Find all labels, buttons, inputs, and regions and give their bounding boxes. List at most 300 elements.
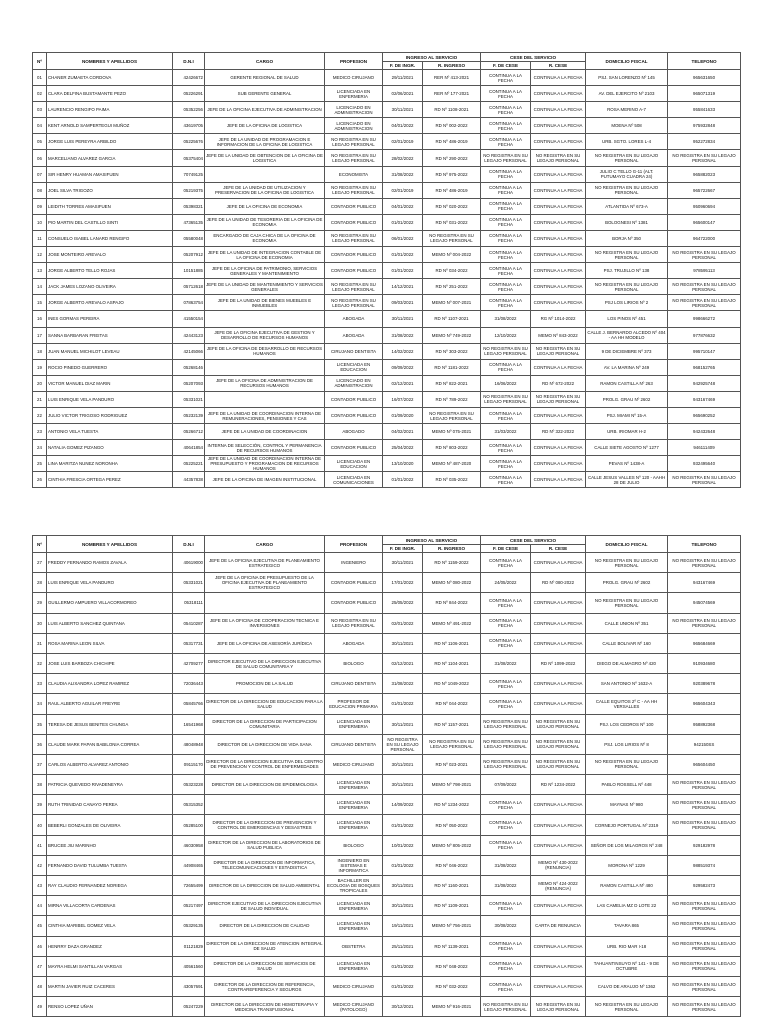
position-title: JEFE DE LA OFICINA DE ECONOMIA bbox=[205, 198, 325, 214]
start-resolution: RD Nº 1107-2021 bbox=[423, 311, 481, 327]
end-date: CONTINUA A LA FECHA bbox=[481, 440, 531, 456]
start-date: 30/11/2021 bbox=[383, 876, 423, 896]
employee-name: MARCELIANO ALVAREZ GARCIA bbox=[47, 150, 173, 166]
end-date: 31/08/2022 bbox=[481, 311, 531, 327]
table-row bbox=[33, 263, 741, 279]
row-number: 08 bbox=[33, 182, 47, 198]
end-date: 16/06/2022 bbox=[481, 375, 531, 391]
employee-name: CONSUELO ISABEL LANARD RENGIFO bbox=[47, 230, 173, 246]
dni-value: 05268146 bbox=[173, 359, 205, 375]
start-resolution: RD Nº 048-2022 bbox=[423, 956, 481, 976]
position-title: JEFE DE LA UNIDAD DE UTILIZACION Y PRESERVACION DE LA OFICINA DE LOGISTICA bbox=[205, 182, 325, 198]
col-dni: D.N.I bbox=[173, 53, 205, 70]
dni-value: 05712618 bbox=[173, 279, 205, 295]
end-resolution: RD Nº 672-2022 bbox=[531, 375, 586, 391]
position-title: DIRECTOR DE LA DIRECCION DE SERVICIOS DE SALUD bbox=[205, 956, 325, 976]
end-resolution: RD Nº 1234-2022 bbox=[531, 775, 586, 795]
phone: NO REGISTRA EN SU LEGAJO PERSONAL bbox=[668, 613, 741, 633]
start-resolution: MEMO Nº 004-2022 bbox=[423, 247, 481, 263]
start-resolution: MEMO Nº 805-2022 bbox=[423, 835, 481, 855]
personnel-table-2 bbox=[32, 535, 741, 1017]
dni-value: 72036443 bbox=[173, 674, 205, 694]
profession: LICENCIADA EN ENFERMERIA bbox=[325, 916, 383, 936]
profession: NO REGISTRA EN SU LEGAJO PERSONAL bbox=[325, 279, 383, 295]
profession: ABOGADA bbox=[325, 327, 383, 343]
employee-name: ANTONIO VELA TUESTA bbox=[47, 424, 173, 440]
row-number: 33 bbox=[33, 674, 47, 694]
position-title: DIRECTOR DE LA DIRECCION DE PARTICIPACION COMUNITARIA bbox=[205, 714, 325, 734]
page-2 bbox=[0, 535, 768, 1024]
employee-name: VICTOR MANUEL DIAZ MARIN bbox=[47, 375, 173, 391]
profession: ECONOMISTA bbox=[325, 166, 383, 182]
profession: MEDICO CIRUJANO bbox=[325, 754, 383, 774]
dni-value: 40641854 bbox=[173, 440, 205, 456]
employee-name: GUILLERMO AMPUERO VILLACORMOREO bbox=[47, 593, 173, 613]
profession: BACHILLER EN ECOLOGIA DE BOSQUES TROPICALES bbox=[325, 876, 383, 896]
profession: INGENIERO bbox=[325, 553, 383, 573]
col-n: Nº bbox=[33, 53, 47, 70]
end-resolution: CONTINUA A LA FECHA bbox=[531, 102, 586, 118]
fiscal-address: CORNEJO PORTUGAL Nº 2319 bbox=[586, 815, 668, 835]
end-resolution: CONTINUA A LA FECHA bbox=[531, 70, 586, 86]
fiscal-address: RAMON CASTILLA Nº 480 bbox=[586, 876, 668, 896]
profession: LICENCIADA EN ENFERMERIA bbox=[325, 714, 383, 734]
start-resolution: RD Nº 290-2022 bbox=[423, 150, 481, 166]
fiscal-address: CALLE J. BERNARDO ALCEDO Nº 404 - AA HH MODELO bbox=[586, 327, 668, 343]
employee-name: RENSO LOPEZ UÑAN bbox=[47, 997, 173, 1017]
end-resolution: CONTINUA A LA FECHA bbox=[531, 166, 586, 182]
end-date: 12/10/2022 bbox=[481, 327, 531, 343]
employee-name: LUIS ALBERTO SANCHEZ QUINTANA bbox=[47, 613, 173, 633]
profession: NO REGISTRA EN SU LEGAJO PERSONAL bbox=[325, 150, 383, 166]
fiscal-address: PEVAS Nº 1438-A bbox=[586, 456, 668, 472]
table-row bbox=[33, 327, 741, 343]
start-resolution: RD Nº 1104-2021 bbox=[423, 653, 481, 673]
end-date: NO REGISTRA EN SU LEGAJO PERSONAL bbox=[481, 754, 531, 774]
phone: 978595113 bbox=[668, 263, 741, 279]
phone: NO REGISTRA EN SU LEGAJO PERSONAL bbox=[668, 472, 741, 488]
phone: 998666272 bbox=[668, 311, 741, 327]
position-title: ENCARGADO DE CAJA CHICA DE LA OFICINA DE ECONOMIA bbox=[205, 230, 325, 246]
profession: LICENCIADA EN ENFERMERIA bbox=[325, 956, 383, 976]
end-resolution: CONTINUA A LA FECHA bbox=[531, 472, 586, 488]
profession: INGENIERO EN SISTEMAS E INFORMATICA bbox=[325, 855, 383, 875]
employee-name: ROCIO PINEDO GUERRERO bbox=[47, 359, 173, 375]
phone: 975932848 bbox=[668, 118, 741, 134]
profession: CIRUJANO DENTISTA bbox=[325, 734, 383, 754]
position-title: DIRECTOR DE LA DIRECCION DE EPIDEMIOLOGIA bbox=[205, 775, 325, 795]
end-date: CONTINUA A LA FECHA bbox=[481, 279, 531, 295]
position-title: SUB GERENTE GENERAL bbox=[205, 86, 325, 102]
dni-value: 05247229 bbox=[173, 997, 205, 1017]
fiscal-address: PSJ. TRUJILLO Nº 138 bbox=[586, 263, 668, 279]
profession: LICENCIADA EN ENFERMERIA bbox=[325, 775, 383, 795]
start-resolution: RD Nº 789-2022 bbox=[423, 391, 481, 407]
profession: CIRUJANO DENTISTA bbox=[325, 343, 383, 359]
row-number: 43 bbox=[33, 876, 47, 896]
row-number: 13 bbox=[33, 263, 47, 279]
row-number: 34 bbox=[33, 694, 47, 714]
end-resolution: MEMO Nº 424-2022 (RENUNCIA) bbox=[531, 876, 586, 896]
col-telefono: TELEFONO bbox=[668, 536, 741, 553]
employee-name: FERNANDO DAVID TULUMBA TUESTA bbox=[47, 855, 173, 875]
table-row bbox=[33, 86, 741, 102]
end-date: CONTINUA A LA FECHA bbox=[481, 407, 531, 423]
position-title: DIRECTOR DE LA DIRECCION EJECUTIVA DEL CENTRO DE PREVENCION Y CONTROL DE ENFERMEDADES bbox=[205, 754, 325, 774]
phone: NO REGISTRA EN SU LEGAJO PERSONAL bbox=[668, 247, 741, 263]
employee-name: SIR HENRY HUAMAN AMASIFUEN bbox=[47, 166, 173, 182]
position-title: DIRECTOR DE LA DIRECCION DE HEMOTERAPIA Y MEDICINA TRANSFUSIONAL bbox=[205, 997, 325, 1017]
dni-value: 43057691 bbox=[173, 976, 205, 996]
start-date: 10/01/2022 bbox=[383, 835, 423, 855]
table-row bbox=[33, 343, 741, 359]
position-title: DIRECTOR DE LA DIRECCION DE VIDA SANA bbox=[205, 734, 325, 754]
start-date: 14/09/2022 bbox=[383, 795, 423, 815]
dni-value: 07863754 bbox=[173, 295, 205, 311]
employee-name: SANNA BARBARAN FREITAS bbox=[47, 327, 173, 343]
phone: 965071319 bbox=[668, 86, 741, 102]
dni-value: 05207093 bbox=[173, 375, 205, 391]
start-date: 13/10/2020 bbox=[383, 456, 423, 472]
employee-name: PIO MARTIN DEL CASTILLO SINTI bbox=[47, 214, 173, 230]
start-date: 25/11/2021 bbox=[383, 936, 423, 956]
end-date: CONTINUA A LA FECHA bbox=[481, 472, 531, 488]
col-r-ingreso: R. INGRESO bbox=[423, 62, 481, 70]
profession: CONTADOR PUBLICO bbox=[325, 407, 383, 423]
start-resolution: RD Nº 032-2022 bbox=[423, 976, 481, 996]
table-row bbox=[33, 182, 741, 198]
employee-name: INES GORMAS PEREIRA bbox=[47, 311, 173, 327]
end-date: CONTINUA A LA FECHA bbox=[481, 896, 531, 916]
employee-name: BEBERLI GONZALES DE OLIVEIRA bbox=[47, 815, 173, 835]
fiscal-address: 9 DE DICIEMBRE Nº 373 bbox=[586, 343, 668, 359]
phone: 964722000 bbox=[668, 230, 741, 246]
start-date: 09/03/2021 bbox=[383, 295, 423, 311]
table-row bbox=[33, 775, 741, 795]
table-row bbox=[33, 391, 741, 407]
phone: 965684669 bbox=[668, 633, 741, 653]
phone: NO REGISTRA EN SU LEGAJO PERSONAL bbox=[668, 150, 741, 166]
fiscal-address: CALLE UNION Nº 351 bbox=[586, 613, 668, 633]
start-resolution: NO REGISTRA EN SU LEGAJO PERSONAL bbox=[423, 734, 481, 754]
employee-name: FREDDY FERNANDO RAMOS ZAVALA bbox=[47, 553, 173, 573]
fiscal-address: NO REGISTRA EN SU LEGAJO PERSONAL bbox=[586, 553, 668, 573]
end-date: CONTINUA A LA FECHA bbox=[481, 134, 531, 150]
end-date: CONTINUA A LA FECHA bbox=[481, 295, 531, 311]
col-n: Nº bbox=[33, 536, 47, 553]
table-row bbox=[33, 795, 741, 815]
phone: NO REGISTRA EN SU LEGAJO PERSONAL bbox=[668, 956, 741, 976]
end-resolution: CONTINUA A LA FECHA bbox=[531, 956, 586, 976]
employee-name: RAY CLAUDIO FERNANDEZ NORIEGA bbox=[47, 876, 173, 896]
fiscal-address: SAN ANTONIO Nº 1632-A bbox=[586, 674, 668, 694]
dni-value: 42145066 bbox=[173, 343, 205, 359]
dni-value: 47365135 bbox=[173, 214, 205, 230]
position-title: JEFE DE LA UNIDAD DE TESORERIA DE LA OFICINA DE ECONOMIA bbox=[205, 214, 325, 230]
phone: NO REGISTRA EN SU LEGAJO PERSONAL bbox=[668, 553, 741, 573]
start-date: 01/01/2022 bbox=[383, 472, 423, 488]
phone: 977876632 bbox=[668, 327, 741, 343]
position-title: DIRECTOR DE LA DIRECCION DE REFERENCIA, CONTRAREFERENCIA Y SEGUROS bbox=[205, 976, 325, 996]
start-date: 31/08/2022 bbox=[383, 327, 423, 343]
end-date: NO REGISTRA EN SU LEGAJO PERSONAL bbox=[481, 714, 531, 734]
row-number: 40 bbox=[33, 815, 47, 835]
end-resolution: CONTINUA A LA FECHA bbox=[531, 593, 586, 613]
position-title: JEFE DE LA OFICINA EJECUTIVA DE PLANEAMIENTO ESTRATEGICO bbox=[205, 553, 325, 573]
phone: 942925748 bbox=[668, 375, 741, 391]
employee-name: JOSE LUIS BARBOZA CHICHIPE bbox=[47, 653, 173, 673]
position-title: DIRECTOR DE LA DIRECCION DE ATENCION INTEGRAL DE SALUD bbox=[205, 936, 325, 956]
fiscal-address: NO REGISTRA EN SU LEGAJO PERSONAL bbox=[586, 247, 668, 263]
row-number: 31 bbox=[33, 633, 47, 653]
profession: CONTADOR PUBLICO bbox=[325, 573, 383, 593]
start-resolution: RD Nº 031-2022 bbox=[423, 214, 481, 230]
dni-value: 05207912 bbox=[173, 247, 205, 263]
profession: LICENCIADA EN ENFERMERIA bbox=[325, 795, 383, 815]
fiscal-address: PSJ. SAN LORENZO Nº 145 bbox=[586, 70, 668, 86]
end-resolution: NO REGISTRA EN SU LEGAJO PERSONAL bbox=[531, 343, 586, 359]
employee-name: LEIDITH TORRES AMASIFUEN bbox=[47, 198, 173, 214]
start-date: 30/12/2021 bbox=[383, 997, 423, 1017]
position-title: JEFE DE LA OFICINA DE COOPERACION TECNICA E INVERSIONES bbox=[205, 613, 325, 633]
start-date: 25/05/2022 bbox=[383, 593, 423, 613]
page-1 bbox=[0, 52, 768, 492]
dni-value: 42709277 bbox=[173, 653, 205, 673]
start-resolution: RD Nº 044-2022 bbox=[423, 694, 481, 714]
phone: 958892368 bbox=[668, 714, 741, 734]
employee-name: LUIS ENRIQUE VELA PANDURO bbox=[47, 573, 173, 593]
table-row bbox=[33, 359, 741, 375]
fiscal-address: CALLE BOLIVAR Nº 160 bbox=[586, 633, 668, 653]
dni-value: 05329135 bbox=[173, 916, 205, 936]
start-resolution: RD Nº 803-2022 bbox=[423, 440, 481, 456]
row-number: 20 bbox=[33, 375, 47, 391]
dni-value: 16541968 bbox=[173, 714, 205, 734]
start-resolution: RER Nº 177-2021 bbox=[423, 86, 481, 102]
table-row bbox=[33, 214, 741, 230]
table-row bbox=[33, 674, 741, 694]
table-row bbox=[33, 613, 741, 633]
col-domicilio: DOMICILIO FISCAL bbox=[586, 53, 668, 70]
position-title: JEFE DE LA UNIDAD DE OBTENCION DE LA OFICINA DE LOGISTICA bbox=[205, 150, 325, 166]
position-title: JEFE DE LA OFICINA DE DESARROLLO DE RECURSOS HUMANOS bbox=[205, 343, 325, 359]
employee-name: JACK JAMES LOZANO OLIVEIRA bbox=[47, 279, 173, 295]
position-title bbox=[205, 311, 325, 327]
employee-name: LINA MARITZA NUNEZ NORONHA bbox=[47, 456, 173, 472]
start-resolution: RD Nº 822-2021 bbox=[423, 375, 481, 391]
start-date: 09/09/2022 bbox=[383, 359, 423, 375]
table-row bbox=[33, 424, 741, 440]
table-row bbox=[33, 593, 741, 613]
position-title: JEFE DE LA UNIDAD DE PROGRAMACION E INFORMACION DE LA OFICINA DE LOGISTICA bbox=[205, 134, 325, 150]
dni-value: 05331021 bbox=[173, 391, 205, 407]
start-date: 04/02/2021 bbox=[383, 424, 423, 440]
end-resolution: CONTINUA A LA FECHA bbox=[531, 214, 586, 230]
row-number: 27 bbox=[33, 553, 47, 573]
start-date: 14/12/2021 bbox=[383, 279, 423, 295]
employee-name: LAURENCIO RENGIFO PAIMA bbox=[47, 102, 173, 118]
position-title: DIRECTOR DE LA DIRECCION DE EDUCACION PARA LA SALUD bbox=[205, 694, 325, 714]
row-number: 18 bbox=[33, 343, 47, 359]
row-number: 19 bbox=[33, 359, 47, 375]
dni-value: 40619000 bbox=[173, 553, 205, 573]
fiscal-address: MOENA Nº 508 bbox=[586, 118, 668, 134]
row-number: 21 bbox=[33, 391, 47, 407]
end-resolution: NO REGISTRA EN SU LEGAJO PERSONAL bbox=[531, 997, 586, 1017]
row-number: 30 bbox=[33, 613, 47, 633]
phone: 965604343 bbox=[668, 694, 741, 714]
table-row bbox=[33, 407, 741, 423]
fiscal-address: NO REGISTRA EN SU LEGAJO PERSONAL bbox=[586, 593, 668, 613]
employee-name: RAUL ALBERTO AGUILAR FREYRE bbox=[47, 694, 173, 714]
employee-name: CLARA DELFINA BUSTAMANTE PEZO bbox=[47, 86, 173, 102]
start-resolution: MEMO Nº 080-2022 bbox=[423, 573, 481, 593]
phone: NO REGISTRA EN SU LEGAJO PERSONAL bbox=[668, 976, 741, 996]
employee-name: HENRRY DAZA GRANDEZ bbox=[47, 936, 173, 956]
table-row bbox=[33, 976, 741, 996]
table-row bbox=[33, 754, 741, 774]
end-date: CONTINUA A LA FECHA bbox=[481, 118, 531, 134]
phone: 965722667 bbox=[668, 182, 741, 198]
phone: 945074569 bbox=[668, 593, 741, 613]
table-row bbox=[33, 134, 741, 150]
row-number: 15 bbox=[33, 295, 47, 311]
dni-value: 43619705 bbox=[173, 118, 205, 134]
start-resolution: RD Nº 303-2022 bbox=[423, 343, 481, 359]
position-title: JEFE DE LA OFICINA DE IMAGEN INSTITUCIONAL bbox=[205, 472, 325, 488]
position-title: JEFE DE LA OFICINA DE ASESORÍA JURÍDICA bbox=[205, 633, 325, 653]
table-row bbox=[33, 633, 741, 653]
start-resolution: MEMO Nº 007-2021 bbox=[423, 295, 481, 311]
position-title bbox=[205, 593, 325, 613]
dni-value: 41550154 bbox=[173, 311, 205, 327]
end-date: NO REGISTRA EN SU LEGAJO PERSONAL bbox=[481, 997, 531, 1017]
end-resolution: CONTINUA A LA FECHA bbox=[531, 456, 586, 472]
row-number: 24 bbox=[33, 440, 47, 456]
end-date: 30/08/2022 bbox=[481, 916, 531, 936]
row-number: 46 bbox=[33, 936, 47, 956]
end-resolution: CONTINUA A LA FECHA bbox=[531, 694, 586, 714]
row-number: 14 bbox=[33, 279, 47, 295]
row-number: 11 bbox=[33, 230, 47, 246]
dni-value: 05375404 bbox=[173, 150, 205, 166]
start-resolution: MEMO Nº 487-2020 bbox=[423, 456, 481, 472]
row-number: 06 bbox=[33, 150, 47, 166]
dni-value: 40561560 bbox=[173, 956, 205, 976]
end-resolution: CONTINUA A LA FECHA bbox=[531, 263, 586, 279]
position-title: DIRECTOR DE LA DIRECCION DE LABORATORIOS DE SALUD PUBLICA bbox=[205, 835, 325, 855]
phone: 968152765 bbox=[668, 359, 741, 375]
start-date: 19/11/2021 bbox=[383, 916, 423, 936]
row-number: 22 bbox=[33, 407, 47, 423]
fiscal-address: PSJ LOS LIRIOS Nº 2 bbox=[586, 295, 668, 311]
end-date: CONTINUA A LA FECHA bbox=[481, 86, 531, 102]
end-resolution: MEMO Nº 843-2022 bbox=[531, 327, 586, 343]
end-date: CONTINUA A LA FECHA bbox=[481, 835, 531, 855]
row-number: 49 bbox=[33, 997, 47, 1017]
row-number: 17 bbox=[33, 327, 47, 343]
table-row bbox=[33, 997, 741, 1017]
col-nombres: NOMBRES Y APELLIDOS bbox=[47, 536, 173, 553]
employee-name: ROSA MARINA LEON SILVA bbox=[47, 633, 173, 653]
start-date: 01/01/2022 bbox=[383, 815, 423, 835]
position-title bbox=[205, 359, 325, 375]
table-row bbox=[33, 896, 741, 916]
profession: PROFESOR DE EDUCACION PRIMARIA bbox=[325, 694, 383, 714]
profession: CONTADOR PUBLICO bbox=[325, 440, 383, 456]
fiscal-address: PROLG. GRAU Nº 2602 bbox=[586, 573, 668, 593]
row-number: 05 bbox=[33, 134, 47, 150]
end-date: CONTINUA A LA FECHA bbox=[481, 976, 531, 996]
employee-name: CARLOS ALBERTO ALVAREZ ANTONIO bbox=[47, 754, 173, 774]
profession: MEDICO CIRUJANO bbox=[325, 976, 383, 996]
profession: BIOLOGO bbox=[325, 653, 383, 673]
dni-value: 05352256 bbox=[173, 102, 205, 118]
dni-value: 10151885 bbox=[173, 263, 205, 279]
end-resolution: CONTINUA A LA FECHA bbox=[531, 86, 586, 102]
col-f-ingr: F. DE INGR. bbox=[383, 62, 423, 70]
profession: LICENCIADA EN EDUCACION bbox=[325, 359, 383, 375]
phone: 943167469 bbox=[668, 573, 741, 593]
table-row bbox=[33, 375, 741, 391]
end-date: CONTINUA A LA FECHA bbox=[481, 633, 531, 653]
table-body-1 bbox=[33, 70, 741, 488]
fiscal-address: ROSA MERINO A-7 bbox=[586, 102, 668, 118]
table-row bbox=[33, 835, 741, 855]
end-date: CONTINUA A LA FECHA bbox=[481, 182, 531, 198]
col-profesion: PROFESION bbox=[325, 53, 383, 70]
end-resolution: NO REGISTRA EN SU LEGAJO PERSONAL bbox=[531, 391, 586, 407]
col-f-cese: F. DE CESE bbox=[481, 62, 531, 70]
end-resolution: CONTINUA A LA FECHA bbox=[531, 118, 586, 134]
profession: CONTADOR PUBLICO bbox=[325, 391, 383, 407]
table-row bbox=[33, 230, 741, 246]
start-date: 30/11/2021 bbox=[383, 896, 423, 916]
dni-value: 70749125 bbox=[173, 166, 205, 182]
position-title: DIRECTOR DE LA DIRECCION DE CALIDAD bbox=[205, 916, 325, 936]
col-ingreso: INGRESO AL SERVICIO bbox=[383, 53, 481, 62]
position-title: JEFE DE LA UNIDAD DE INTEGRACION CONTABLE DE LA OFICINA DE ECONOMIA bbox=[205, 247, 325, 263]
end-resolution: CONTINUA A LA FECHA bbox=[531, 359, 586, 375]
end-resolution: CONTINUA A LA FECHA bbox=[531, 182, 586, 198]
fiscal-address: RAMON CASTILLA Nº 263 bbox=[586, 375, 668, 391]
phone: 929182978 bbox=[668, 835, 741, 855]
employee-name: NATALIA GOMEZ PIZANGO bbox=[47, 440, 173, 456]
row-number: 25 bbox=[33, 456, 47, 472]
start-date: 01/01/2022 bbox=[383, 956, 423, 976]
start-date: 06/01/2022 bbox=[383, 230, 423, 246]
end-resolution: RD Nº 080-2022 bbox=[531, 573, 586, 593]
col-cargo: CARGO bbox=[205, 53, 325, 70]
row-number: 12 bbox=[33, 247, 47, 263]
row-number: 02 bbox=[33, 86, 47, 102]
col-f-ingr: F. DE INGR. bbox=[383, 545, 423, 553]
end-date: CONTINUA A LA FECHA bbox=[481, 613, 531, 633]
start-resolution: NO REGISTRA EN SU LEGAJO PERSONAL bbox=[423, 230, 481, 246]
dni-value: 42443123 bbox=[173, 327, 205, 343]
start-resolution: RD Nº 486-2019 bbox=[423, 182, 481, 198]
start-date: 02/06/2021 bbox=[383, 86, 423, 102]
start-date: 04/01/2022 bbox=[383, 198, 423, 214]
start-date: 01/01/2022 bbox=[383, 263, 423, 279]
phone: 988519374 bbox=[668, 855, 741, 875]
table-row bbox=[33, 956, 741, 976]
start-date: 30/11/2021 bbox=[383, 102, 423, 118]
dni-value: 05398321 bbox=[173, 198, 205, 214]
start-date: 28/02/2022 bbox=[383, 150, 423, 166]
position-title bbox=[205, 166, 325, 182]
end-date: CONTINUA A LA FECHA bbox=[481, 263, 531, 279]
